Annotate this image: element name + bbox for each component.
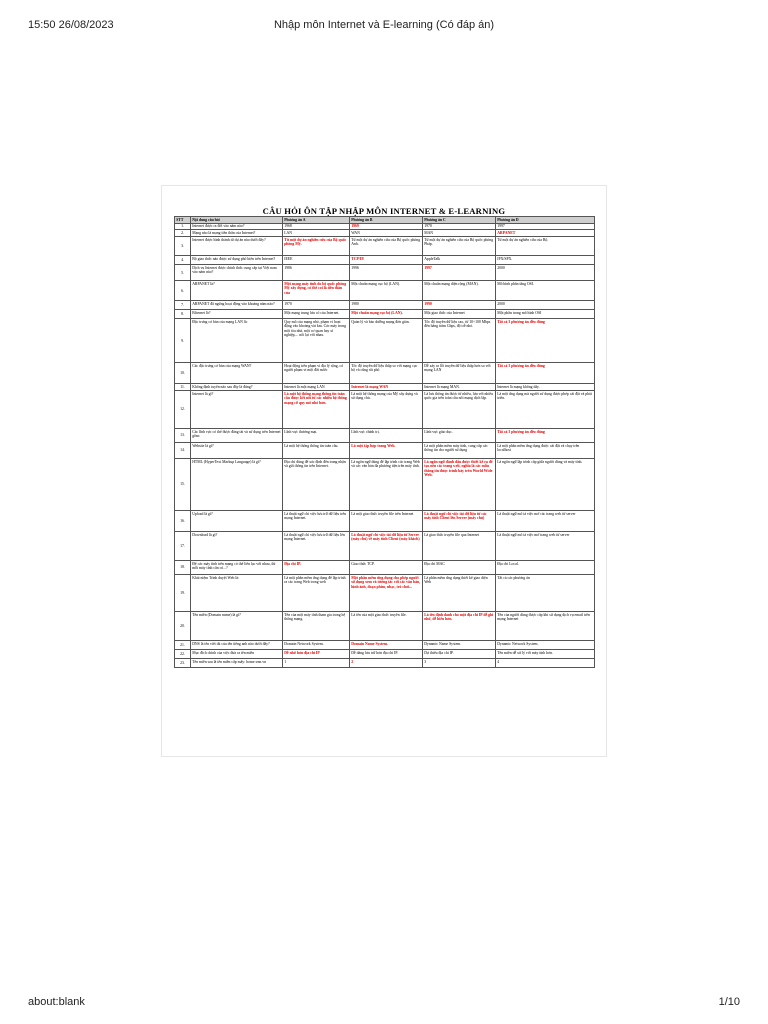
option-d: IPX/SPX. bbox=[496, 256, 595, 265]
question-number: 3. bbox=[175, 237, 191, 256]
option-b: 2 bbox=[350, 658, 423, 667]
option-d: 1997 bbox=[496, 223, 595, 230]
option-c: Lĩnh vực giáo dục. bbox=[423, 428, 496, 442]
option-b: Tốc độ truyền dữ liệu thấp so với mạng cục bộ và cũng rất phổ bbox=[350, 363, 423, 384]
option-a: Là một hệ thống mạng thông tin toàn cầu được kết nối từ các nhiều hệ thống mạng cỡ quy mô nhỏ hơn. bbox=[283, 390, 350, 428]
option-d: Mô hình phân tầng OSI. bbox=[496, 281, 595, 301]
question-number: 16. bbox=[175, 510, 191, 531]
option-d: 2000 bbox=[496, 301, 595, 310]
question-text: Các đặc trưng cơ bản của mạng WAN? bbox=[191, 363, 283, 384]
option-d: Là thuật ngữ mô tả việc mở trang web từ server bbox=[496, 531, 595, 560]
question-number: 7. bbox=[175, 301, 191, 310]
option-a: Internet là một mạng LAN bbox=[283, 384, 350, 391]
table-row bbox=[175, 301, 595, 310]
question-number: 18. bbox=[175, 560, 191, 574]
table-row bbox=[175, 319, 595, 363]
option-a: Là một hệ thống thông tin toàn cầu. bbox=[283, 442, 350, 458]
table-row bbox=[175, 442, 595, 458]
option-c: Là tên định danh cho một địa chỉ IP dễ ghi nhớ, dễ hiểu hơn. bbox=[423, 611, 496, 640]
question-number: 5. bbox=[175, 265, 191, 281]
table-header-row bbox=[175, 217, 595, 224]
option-d: Một phần trong mô hình OSI bbox=[496, 310, 595, 319]
table-row bbox=[175, 281, 595, 301]
option-b: Lĩnh vực chính trị. bbox=[350, 428, 423, 442]
document-title: CÂU HỎI ÔN TẬP NHẬP MÔN INTERNET & E-LEARNING bbox=[262, 206, 506, 216]
option-a: Địa chỉ IP. bbox=[283, 560, 350, 574]
option-c: Là phần mềm ứng dụng thiết kế giao diện Web bbox=[423, 574, 496, 611]
option-b: Một chuẩn mạng cục bộ (LAN). bbox=[350, 281, 423, 301]
option-c: Địa chỉ MAC bbox=[423, 560, 496, 574]
question-text: Dịch vụ Internet được chính thức cung cấp tại Việt nam vào năm nào? bbox=[191, 265, 283, 281]
question-table-body bbox=[175, 223, 595, 667]
option-c: AppleTalk bbox=[423, 256, 496, 265]
option-a: Domain Network System. bbox=[283, 640, 350, 649]
option-a: Một mạng máy tính do bộ quốc phòng Mỹ xây dựng, có thể coi là tiền thân của bbox=[283, 281, 350, 301]
option-d: Tên miền dễ xử lý với máy tính hơn. bbox=[496, 649, 595, 658]
column-header: Phương án D bbox=[496, 217, 595, 224]
option-c: Tốc độ truyền dữ liệu cao, từ 10÷100 Mbps đến hàng trăm Gbps, độ trễ nhỏ. bbox=[423, 319, 496, 363]
question-text: Mục đích chính của việc đưa ra tên miền bbox=[191, 649, 283, 658]
option-d: Là thuật ngữ mô tả việc mở các trang web từ server bbox=[496, 510, 595, 531]
option-c: 1990 bbox=[423, 301, 496, 310]
option-d: Internet là mạng không dây. bbox=[496, 384, 595, 391]
table-row bbox=[175, 265, 595, 281]
option-a: Lĩnh vực thương mại. bbox=[283, 428, 350, 442]
option-c: Dynamic Name System. bbox=[423, 640, 496, 649]
question-text: Để các máy tính trên mạng có thể liên lạc với nhau, thì mỗi máy tính cần có...? bbox=[191, 560, 283, 574]
option-a: 1 bbox=[283, 658, 350, 667]
option-a: Hoạt động trên phạm vi địa lý rộng, có người phạm vi một đất nước bbox=[283, 363, 350, 384]
question-text: Internet được hình thành từ dự án nào dưới đây? bbox=[191, 237, 283, 256]
table-row bbox=[175, 658, 595, 667]
option-c: Dự thiếu địa chỉ IP. bbox=[423, 649, 496, 658]
question-number: 21. bbox=[175, 640, 191, 649]
option-b: Một chuẩn mạng cục bộ (LAN). bbox=[350, 310, 423, 319]
table-row bbox=[175, 223, 595, 230]
option-c: Một chuẩn mạng diện rộng (MAN). bbox=[423, 281, 496, 301]
question-number: 23. bbox=[175, 658, 191, 667]
question-number: 17. bbox=[175, 531, 191, 560]
option-d: 2000 bbox=[496, 265, 595, 281]
table-row bbox=[175, 611, 595, 640]
table-row bbox=[175, 574, 595, 611]
option-c: 3 bbox=[423, 658, 496, 667]
option-c: MAN bbox=[423, 230, 496, 237]
option-a: Dễ nhớ hơn địa chỉ IP bbox=[283, 649, 350, 658]
question-text: Đặc trưng cơ bản của mạng LAN là: bbox=[191, 319, 283, 363]
column-header: Phương án C bbox=[423, 217, 496, 224]
option-a: 1970 bbox=[283, 301, 350, 310]
option-d: 4 bbox=[496, 658, 595, 667]
option-b: Giao thức TCP. bbox=[350, 560, 423, 574]
question-table bbox=[174, 216, 595, 668]
question-text: HTML (HyperText Markup Language) là gì? bbox=[191, 458, 283, 510]
option-b: 1980 bbox=[350, 301, 423, 310]
question-text: Website là gì? bbox=[191, 442, 283, 458]
print-header bbox=[0, 0, 768, 40]
question-text: Không định tuyến nào sau đây là đúng? bbox=[191, 384, 283, 391]
option-c: Dễ xảy ra lỗi truyền dữ liệu thấp hơn so với mạng LAN bbox=[423, 363, 496, 384]
option-b: Quản lý và bảo dưỡng mạng đơn giản. bbox=[350, 319, 423, 363]
column-header: Phương án B bbox=[350, 217, 423, 224]
table-row bbox=[175, 384, 595, 391]
option-c: Từ một dự án nghiên cứu của Bộ quốc phòng Pháp. bbox=[423, 237, 496, 256]
question-text: Tên miền (Domain name) là gì? bbox=[191, 611, 283, 640]
option-b: TCP/IP. bbox=[350, 256, 423, 265]
question-number: 10. bbox=[175, 363, 191, 384]
option-a: Là một phần mềm ứng dụng để lập trình ra các trang Web trong web bbox=[283, 574, 350, 611]
print-footer bbox=[0, 984, 768, 1024]
option-b: Từ một dự án nghiên cứu của Bộ quốc phòng Anh. bbox=[350, 237, 423, 256]
option-b: Là tên của một giao thức truyền file. bbox=[350, 611, 423, 640]
question-text: Mạng nào là mạng tiền thân của Internet? bbox=[191, 230, 283, 237]
question-number: 11. bbox=[175, 384, 191, 391]
table-row bbox=[175, 510, 595, 531]
option-b: Là thuật ngữ chỉ việc tải dữ liệu từ Server (máy chủ) về máy tính Client (máy khách) bbox=[350, 531, 423, 560]
question-number: 9. bbox=[175, 319, 191, 363]
option-b: Dễ dàng lưu trữ hơn địa chỉ IP. bbox=[350, 649, 423, 658]
table-row bbox=[175, 649, 595, 658]
page-number: 1/10 bbox=[718, 996, 740, 1008]
column-header: Nội dung câu hỏi bbox=[191, 217, 283, 224]
table-row bbox=[175, 390, 595, 428]
table-row bbox=[175, 640, 595, 649]
table-row bbox=[175, 560, 595, 574]
option-c: Là ngôn ngữ đánh dấu được thiết kế ra để tạo nên các trang web, nghĩa là các mẫu thông tin được trình bày trên World Wide Web. bbox=[423, 458, 496, 510]
option-d: ARPANET bbox=[496, 230, 595, 237]
option-a: 1968 bbox=[283, 223, 350, 230]
column-header: STT bbox=[175, 217, 191, 224]
option-d: Tất cả 3 phương án đều đúng bbox=[496, 363, 595, 384]
option-c: 1997 bbox=[423, 265, 496, 281]
option-a: 1986 bbox=[283, 265, 350, 281]
question-text: Tên miền sau là tên miền cấp mấy: home.vnn.vn bbox=[191, 658, 283, 667]
option-b: Một phần mềm ứng dụng cho phép người sử dụng xem và tương tác với các văn bản, hình ảnh, đoạn phim, nhạc, trò chơi... bbox=[350, 574, 423, 611]
option-c: Là giao thức truyền file qua Internet bbox=[423, 531, 496, 560]
print-title: Nhập môn Internet và E-learning (Có đáp án) bbox=[273, 19, 495, 31]
option-a: Một mạng trung lưu cổ của Internet. bbox=[283, 310, 350, 319]
option-c: Là thuật ngữ chỉ việc tải dữ liệu từ các máy tính Client lên Server (máy chủ) bbox=[423, 510, 496, 531]
option-d: Dynamic Network System. bbox=[496, 640, 595, 649]
question-text: DNS là tên viết tắt của tên tiếng anh nào dưới đây? bbox=[191, 640, 283, 649]
option-a: Địa chỉ dùng để xác định đến trang nhận và gửi thông tin trên Internet. bbox=[283, 458, 350, 510]
option-d: Là một phần mềm ứng dụng được cài đặt và chạy trên localhost bbox=[496, 442, 595, 458]
question-number: 12. bbox=[175, 390, 191, 428]
question-number: 1. bbox=[175, 223, 191, 230]
option-d: Tất cả 3 phương án đều đúng bbox=[496, 428, 595, 442]
option-b: Domain Name System. bbox=[350, 640, 423, 649]
question-text: Bộ giao thức nào được sử dụng phổ biến trên Internet? bbox=[191, 256, 283, 265]
question-number: 13. bbox=[175, 428, 191, 442]
option-b: Là ngôn ngữ dùng để lập trình các trang Web và các văn bản đa phương tiện trên máy tính. bbox=[350, 458, 423, 510]
option-d: Là ngôn ngữ lập trình cấp giữa người dùng và máy tính. bbox=[496, 458, 595, 510]
option-b: Là một tập hợp trang Web. bbox=[350, 442, 423, 458]
option-d: Tất cả 3 phương án đều đúng bbox=[496, 319, 595, 363]
option-b: Internet là mạng WAN bbox=[350, 384, 423, 391]
question-number: 22. bbox=[175, 649, 191, 658]
question-text: Download là gì? bbox=[191, 531, 283, 560]
option-a: Từ một dự án nghiên cứu của Bộ quốc phòng Mỹ. bbox=[283, 237, 350, 256]
option-b: Là một giao thức truyền file trên Internet bbox=[350, 510, 423, 531]
option-d: Địa chỉ Local. bbox=[496, 560, 595, 574]
table-row bbox=[175, 531, 595, 560]
print-timestamp: 15:50 26/08/2023 bbox=[28, 19, 114, 31]
question-number: 15. bbox=[175, 458, 191, 510]
option-b: 1996 bbox=[350, 265, 423, 281]
option-c: Là một phần mềm máy tính, cung cấp các thông tin cho người sử dụng bbox=[423, 442, 496, 458]
question-text: ARPANET đã ngừng hoạt động vào khoảng năm nào? bbox=[191, 301, 283, 310]
question-text: Ethernet là? bbox=[191, 310, 283, 319]
question-number: 8. bbox=[175, 310, 191, 319]
option-a: Là thuật ngữ chỉ việc lưu trữ dữ liệu lên mạng Internet. bbox=[283, 531, 350, 560]
option-a: Là thuật ngữ chỉ việc lưu trữ dữ liệu trên mạng Internet. bbox=[283, 510, 350, 531]
question-text: Khái niệm Trình duyệt Web là: bbox=[191, 574, 283, 611]
option-d: Từ một dự án nghiên cứu của Bộ. bbox=[496, 237, 595, 256]
option-c: Là lưu thông tin được từ nhiều, lưu với nhiều quốc gia trên toàn cầu nối mạng dịch lập. bbox=[423, 390, 496, 428]
question-text: Các lĩnh vực có thể được đăng tải và sử dụng trên Internet gồm: bbox=[191, 428, 283, 442]
table-row bbox=[175, 310, 595, 319]
print-url: about:blank bbox=[28, 996, 85, 1008]
option-b: 1969 bbox=[350, 223, 423, 230]
option-a: LAN bbox=[283, 230, 350, 237]
option-d: Tất cả các phương án bbox=[496, 574, 595, 611]
question-text: Internet là gì? bbox=[191, 390, 283, 428]
question-text: ARPANET là? bbox=[191, 281, 283, 301]
column-header: Phương án A bbox=[283, 217, 350, 224]
option-c: 1970 bbox=[423, 223, 496, 230]
question-number: 2. bbox=[175, 230, 191, 237]
table-row bbox=[175, 256, 595, 265]
question-text: Upload là gì? bbox=[191, 510, 283, 531]
option-a: Tên của một máy tính tham gia trong hệ thống mạng. bbox=[283, 611, 350, 640]
question-number: 6. bbox=[175, 281, 191, 301]
question-number: 4. bbox=[175, 256, 191, 265]
option-a: Quy mô của mạng nhỏ, phạm vi hoạt động vào khoảng vài km. Các máy trong một tòa nhà, một cơ quan hay xí nghiệp,... nối lại với nhau. bbox=[283, 319, 350, 363]
table-row bbox=[175, 458, 595, 510]
option-b: Là một hệ thống mạng của Mỹ xây dựng và sử dụng chủ. bbox=[350, 390, 423, 428]
document-page bbox=[162, 186, 606, 756]
question-number: 20. bbox=[175, 611, 191, 640]
question-text: Internet được ra đời vào năm nào? bbox=[191, 223, 283, 230]
table-row bbox=[175, 230, 595, 237]
table-row bbox=[175, 363, 595, 384]
option-d: Tên của người dùng được cấp khi sử dụng dịch vụ email trên mạng Internet bbox=[496, 611, 595, 640]
option-d: Là một ứng dụng mà người sử dụng được phép cài đặt và phát triển. bbox=[496, 390, 595, 428]
option-b: WAN bbox=[350, 230, 423, 237]
option-c: Internet là mạng MAN. bbox=[423, 384, 496, 391]
option-a: IEEE bbox=[283, 256, 350, 265]
table-row bbox=[175, 428, 595, 442]
table-row bbox=[175, 237, 595, 256]
option-c: Một giao thức của Internet bbox=[423, 310, 496, 319]
question-number: 14. bbox=[175, 442, 191, 458]
question-number: 19. bbox=[175, 574, 191, 611]
